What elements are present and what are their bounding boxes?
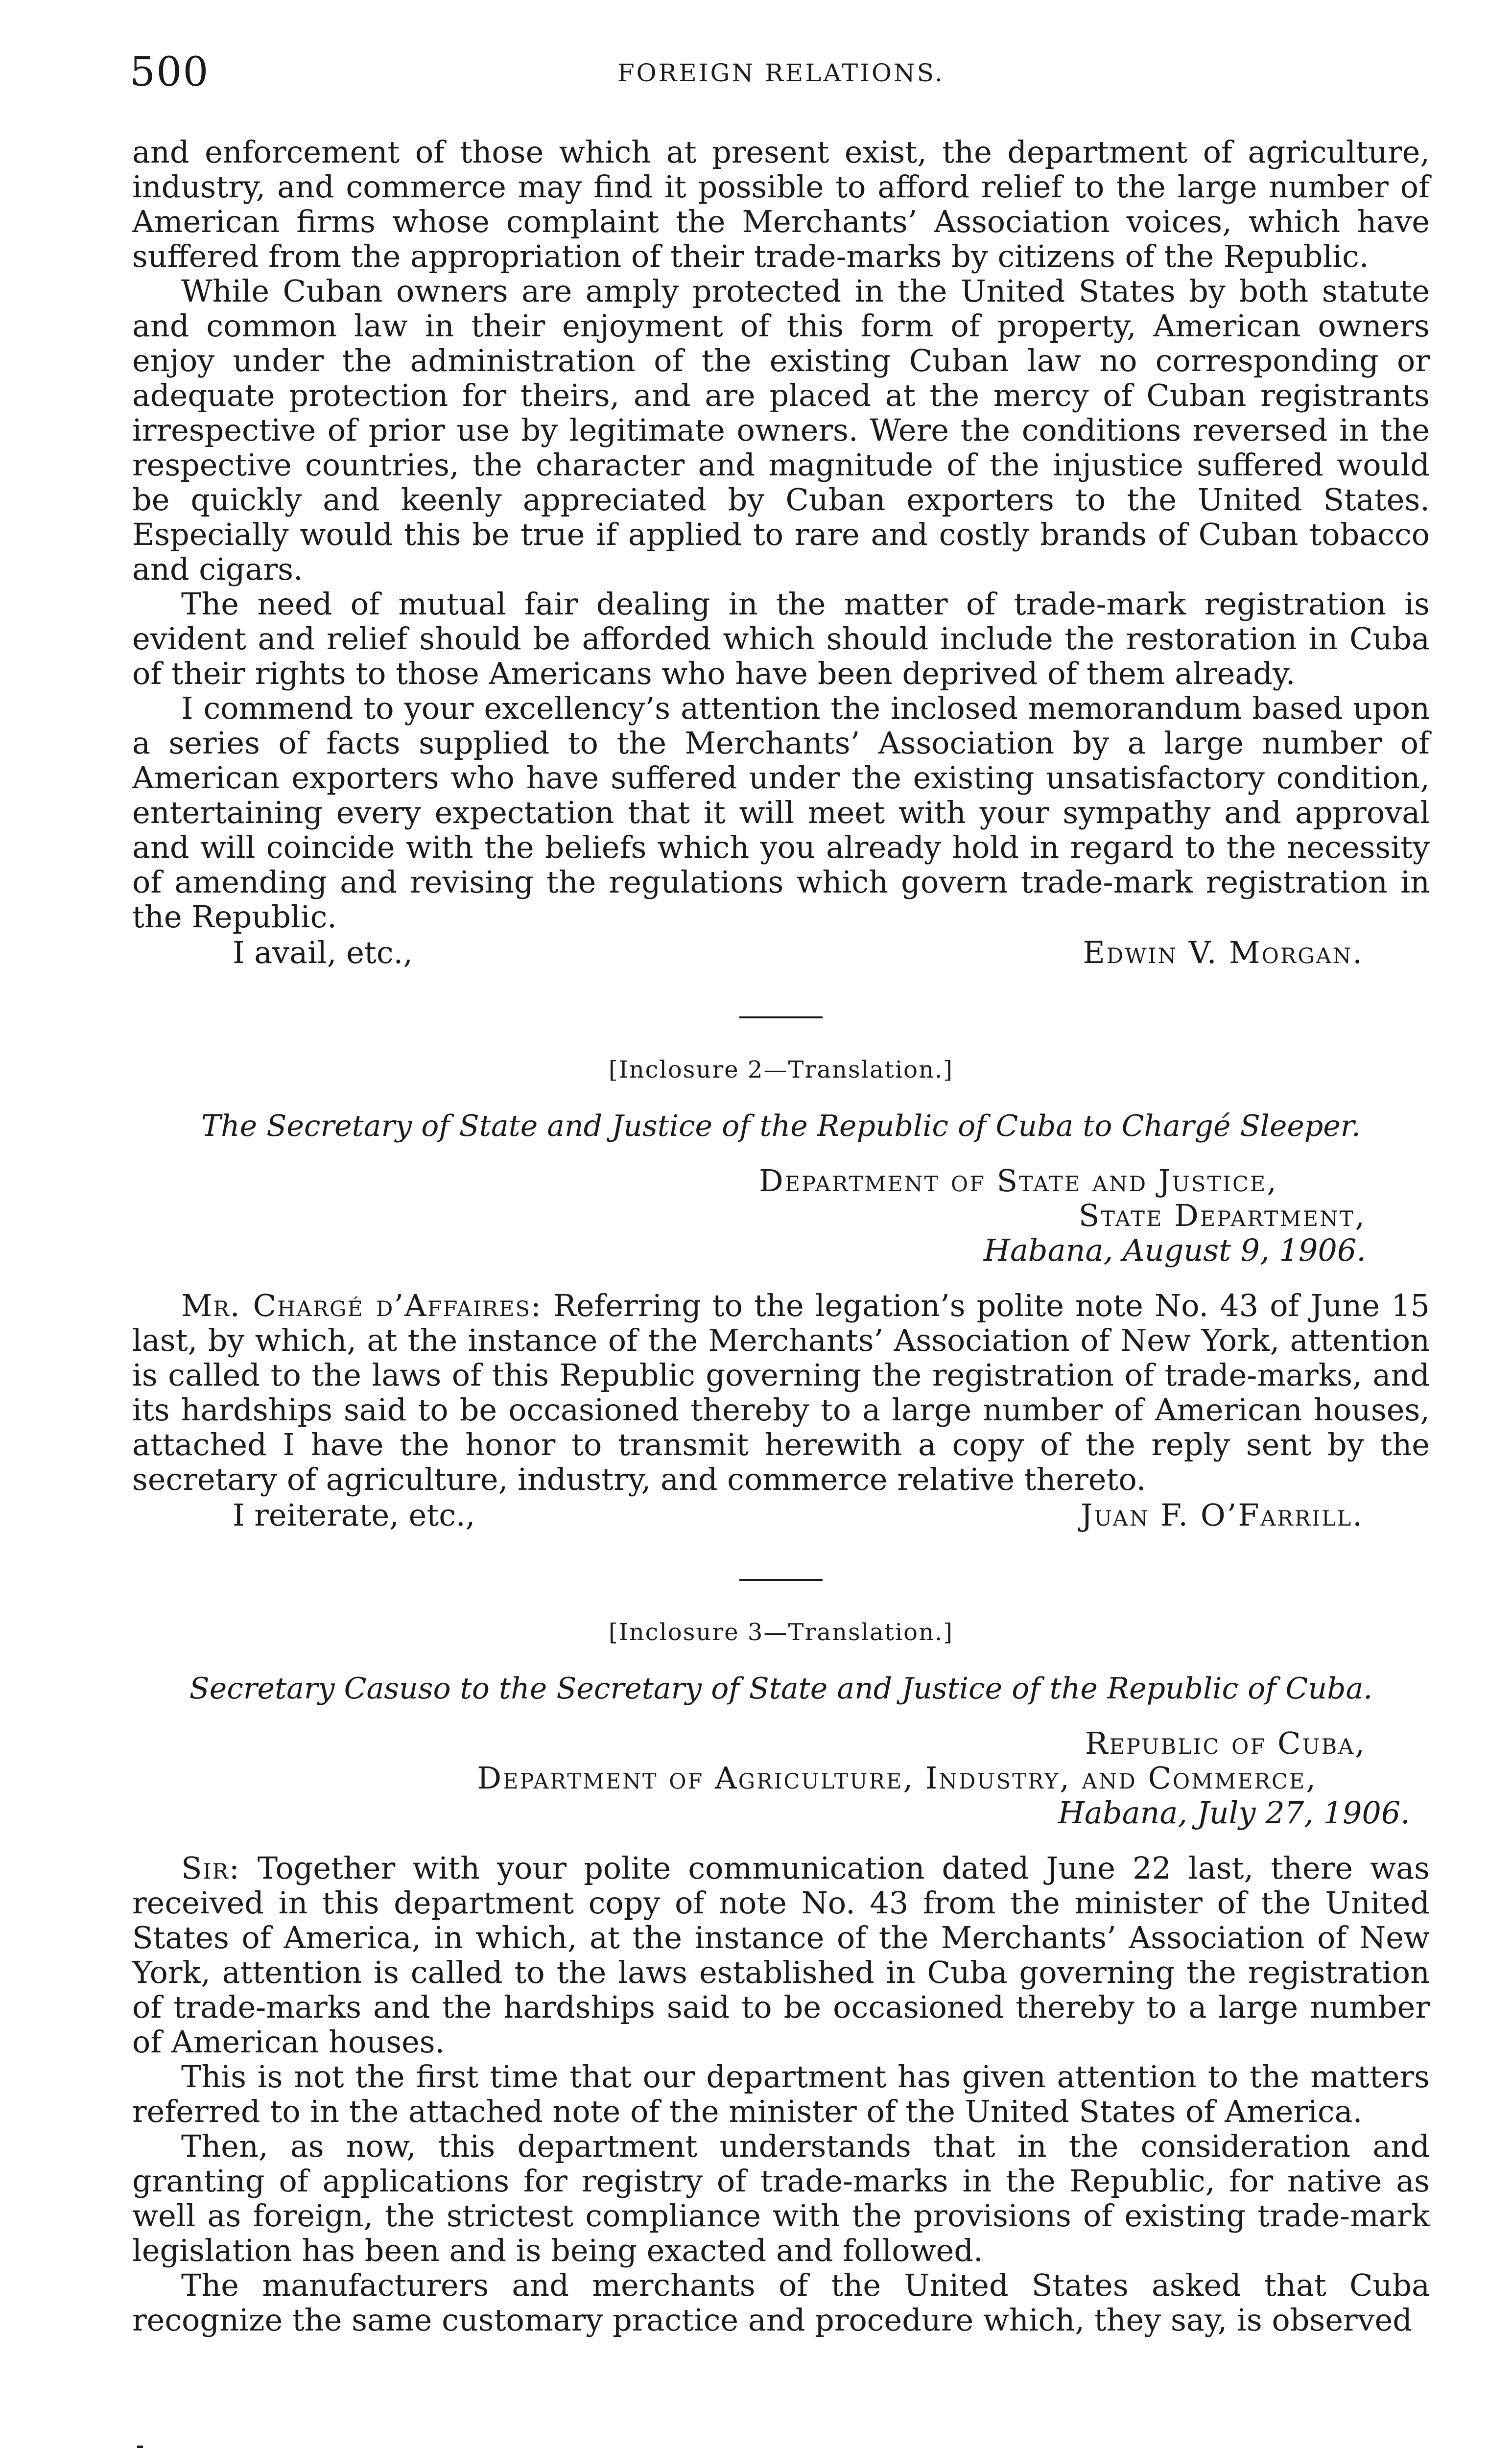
address-line: State Department,	[1078, 1198, 1366, 1233]
signature: Edwin V. Morgan.	[1083, 935, 1364, 970]
closing-row	[132, 1498, 1430, 1532]
salutation: Sir:	[181, 1850, 240, 1886]
section-divider	[739, 1579, 823, 1581]
closing-row	[132, 935, 1430, 970]
paragraph: and enforcement of those which at present exist, the department of agriculture, industry, and commerce may find it possible to afford relief to the large number of American firms whose complaint the Merchants’ Association voices, which have suffered from the appropriation of their trade-marks by citizens of the Republic.	[132, 134, 1430, 274]
address-block	[132, 1726, 1430, 1830]
signature: Juan F. O’Farrill.	[1080, 1497, 1364, 1533]
letter-body	[132, 1288, 1430, 1497]
page-number: 500	[130, 49, 210, 95]
address-line: Republic of Cuba,	[1085, 1725, 1366, 1761]
body-text: Referring to the legation’s polite note No. 43 of June 15 last, by which, at the instance of the Merchants’ Association of New York, attention is called to the laws of this Republic governing the registration of trade-marks, and its hardships said to be occasioned thereby to a large number of American houses, attached I have the honor to transmit herewith a copy of the reply sent by the secretary of agriculture, industry, and commerce relative thereto.	[132, 1288, 1430, 1497]
paragraph: While Cuban owners are amply protected in the United States by both statute and common law in their enjoyment of this form of property, American owners enjoy under the administration of the existing Cuban law no corresponding or adequate protection for theirs, and are placed at the mercy of Cuban registrants irrespective of prior use by legitimate owners. Were the conditions reversed in the respective countries, the character and magnitude of the injustice suffered would be quickly and keenly appreciated by Cuban exporters to the United States. Especially would this be true if applied to rare and costly brands of Cuban tobacco and cigars.	[132, 273, 1430, 587]
paragraph: The manufacturers and merchants of the United States asked that Cuba recognize the same customary practice and procedure which, they say, is observed	[132, 2267, 1430, 2338]
document-title: The Secretary of State and Justice of the Republic of Cuba to Chargé Sleeper.	[201, 1109, 1361, 1143]
paragraph: Then, as now, this department understands that in the consideration and granting of applications for registry of trade-marks in the Republic, for native as well as foreign, the strictest compliance with the provisions of existing trade-mark legislation has been and is being exacted and followed.	[132, 2128, 1430, 2268]
inclosure-3	[132, 1615, 1430, 2337]
address-block	[132, 1163, 1430, 1268]
date-line: Habana, July 27, 1906.	[1058, 1795, 1410, 1831]
salutation: Mr. Chargé d’Affaires:	[181, 1288, 542, 1323]
printer-mark	[137, 2446, 143, 2448]
page-body	[132, 135, 1430, 2337]
closing-text: I avail, etc.,	[233, 935, 413, 970]
document-title: Secretary Casuso to the Secretary of State and Justice of the Republic of Cuba.	[189, 1671, 1373, 1706]
section-divider	[739, 1016, 823, 1018]
closing-text: I reiterate, etc.,	[233, 1497, 475, 1533]
paragraph: I commend to your excellency’s attention the inclosed memorandum based upon a series of facts supplied to the Merchants’ Association by a large number of American exporters who have suffered under the existing unsatisfactory condition, entertaining every expectation that it will meet with your sympathy and approval and will coincide with the beliefs which you already hold in regard to the necessity of amending and revising the regulations which govern trade-mark registration in the Republic.	[132, 690, 1430, 935]
letter-continuation	[132, 135, 1430, 970]
inclosure-2	[132, 1053, 1430, 1532]
running-title: FOREIGN RELATIONS.	[617, 59, 945, 87]
date-line: Habana, August 9, 1906.	[983, 1232, 1366, 1268]
body-text: Together with your polite communication dated June 22 last, there was received in this department copy of note No. 43 from the minister of the United States of America, in which, at the instance of the Merchants’ Association of New York, attention is called to the laws established in Cuba governing the registration of trade-marks and the hardships said to be occasioned thereby to a large number of American houses.	[132, 1850, 1430, 2060]
letter-body	[132, 1851, 1430, 2059]
paragraph: This is not the first time that our department has given attention to the matters referred to in the attached note of the minister of the United States of America.	[132, 2059, 1430, 2129]
inclosure-label: [Inclosure 2—Translation.]	[609, 1056, 953, 1083]
page-header	[130, 49, 1432, 103]
inclosure-label: [Inclosure 3—Translation.]	[609, 1619, 953, 1646]
address-line: Department of Agriculture, Industry, and Commerce,	[477, 1760, 1317, 1796]
paragraph: The need of mutual fair dealing in the matter of trade-mark registration is evident and relief should be afforded which should include the restoration in Cuba of their rights to those Americans who have been deprived of them already.	[132, 586, 1430, 691]
address-line: Department of State and Justice,	[758, 1163, 1278, 1199]
